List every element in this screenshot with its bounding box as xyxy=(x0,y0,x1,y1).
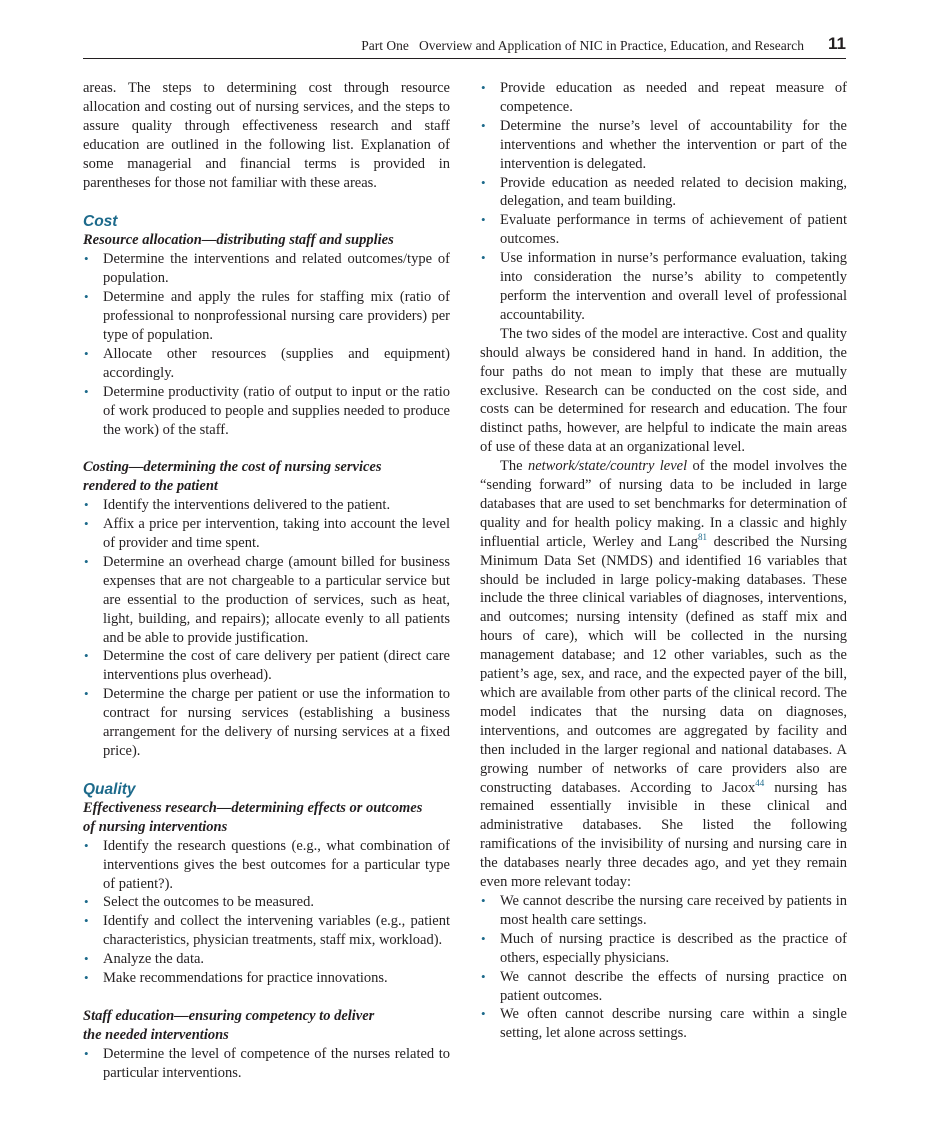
list-item: • Provide education as needed related to decision making, delegation, and team building. xyxy=(480,174,847,212)
list-item: • We often cannot describe nursing care within a single setting, let alone across settings. xyxy=(480,1005,847,1043)
resource-allocation-subheading: Resource allocation—distributing staff and supplies xyxy=(83,232,394,249)
model-interactive-paragraph: The two sides of the model are interactive. Cost and quality should always be considered hand in hand. In addition, the four paths do not mean to imply that these are mutually exclusive. Research can be conducted on the cost side, and costs can be determined for research and education. The four distinct paths, however, are helpful to indicate the main areas of use of these data at an organizational level. xyxy=(480,325,847,456)
paragraph-text: described the Nursing Minimum Data Set (NMDS) and identified 16 variables that should be included in large policy-making databases. These include the three clinical variables of diagnoses, interventions, and outcomes; nursing intensity (defined as staff mix and hours of care), which will be collected in the nursing management database; and 12 other variables, such as the patient’s age, sex, and race, and the expected payer of the bill, which are available from other parts of the clinical record. The model indicates that the nursing data on diagnoses, interventions, and outcomes are aggregated by facility and then included in the larger regional and national databases. A growing number of networks of care providers also are constructing databases. According to Jacox xyxy=(480,533,847,796)
list-item: • Identify and collect the intervening variables (e.g., patient characteristics, physician treatments, staff mix, workload). xyxy=(83,912,450,950)
running-header xyxy=(83,34,846,59)
ramifications-list xyxy=(480,892,847,1043)
effectiveness-subheading-line1: Effectiveness research—determining effects or outcomes xyxy=(83,799,423,816)
list-item: • Determine productivity (ratio of output to input or the ratio of work produced to people and supplies needed to produce the work) of the staff. xyxy=(83,383,450,440)
costing-subheading-line2: rendered to the patient xyxy=(83,478,218,495)
list-item: • Determine and apply the rules for staffing mix (ratio of professional to nonprofessional nursing care providers) per type of population. xyxy=(83,288,450,345)
list-item: • Provide education as needed and repeat measure of competence. xyxy=(480,79,847,117)
paragraph-text: The xyxy=(500,458,528,475)
paragraph-text: of the model involves the “sending forward” of nursing data to be included in large databases that are used to set benchmarks for determination of quality and for health policy making. In a classic and highly influential article, Werley and Lang xyxy=(480,458,847,550)
list-item: • Analyze the data. xyxy=(83,950,450,969)
list-item: • Determine the charge per patient or use the information to contract for nursing services (establishing a business arrangement for the delivery of nursing services at a fixed price). xyxy=(83,685,450,761)
list-item: • Determine the level of competence of the nurses related to particular interventions. xyxy=(83,1045,450,1083)
list-item: • Allocate other resources (supplies and equipment) accordingly. xyxy=(83,345,450,383)
list-item: • Affix a price per intervention, taking into account the level of provider and time spent. xyxy=(83,515,450,553)
page-number: 11 xyxy=(828,34,846,53)
list-item: • Determine an overhead charge (amount billed for business expenses that are not chargeable to a particular service but are essential to the production of services, such as heat, light, building, and repairs); allocate evenly to all patients and be able to provide justification. xyxy=(83,553,450,648)
list-item: • Identify the interventions delivered to the patient. xyxy=(83,496,450,515)
staff-education-list xyxy=(83,1045,450,1083)
reference-81[interactable]: 81 xyxy=(698,531,708,542)
staff-education-subheading-line2: the needed interventions xyxy=(83,1026,229,1043)
list-item: • We cannot describe the effects of nursing practice on patient outcomes. xyxy=(480,968,847,1006)
list-item: • Select the outcomes to be measured. xyxy=(83,893,450,912)
list-item: • Determine the interventions and related outcomes/type of population. xyxy=(83,250,450,288)
effectiveness-subheading-line2: of nursing interventions xyxy=(83,818,228,835)
intro-paragraph: areas. The steps to determining cost through resource allocation and costing out of nursing services, and the steps to assure quality through effectiveness research and staff education are outlined in the following list. Explanation of some managerial and financial terms is provided in parentheses for those not familiar with these areas. xyxy=(83,80,450,191)
paragraph-text: nursing has remained essentially invisible in these clinical and administrative databases. She listed the following ramifications of the invisibility of nursing and nursing care in the databases nearly three decades ago, and yet they remain even more relevant today: xyxy=(480,779,847,891)
staff-education-subheading-line1: Staff education—ensuring competency to deliver xyxy=(83,1007,375,1024)
reference-44[interactable]: 44 xyxy=(755,777,765,788)
costing-subheading-line1: Costing—determining the cost of nursing services xyxy=(83,459,382,476)
left-column xyxy=(83,79,450,1083)
list-item: • Make recommendations for practice innovations. xyxy=(83,969,450,988)
staff-education-list-continued xyxy=(480,79,847,325)
list-item: • Evaluate performance in terms of achievement of patient outcomes. xyxy=(480,211,847,249)
right-column xyxy=(480,79,847,1043)
list-item: • Determine the nurse’s level of accountability for the interventions and whether the intervention or part of the intervention is delegated. xyxy=(480,117,847,174)
costing-list xyxy=(83,496,450,761)
quality-heading: Quality xyxy=(83,780,136,798)
resource-allocation-list xyxy=(83,250,450,439)
network-level-term: network/state/country level xyxy=(527,458,688,475)
list-item: • Use information in nurse’s performance evaluation, taking into consideration the nurse’s ability to competently perform the intervention and overall level of professional accountability. xyxy=(480,249,847,325)
list-item: • We cannot describe the nursing care received by patients in most health care settings. xyxy=(480,892,847,930)
header-title: Part One Overview and Application of NIC in Practice, Education, and Research xyxy=(361,38,804,53)
cost-heading: Cost xyxy=(83,213,118,231)
effectiveness-list xyxy=(83,837,450,988)
list-item: • Determine the cost of care delivery per patient (direct care interventions plus overhead). xyxy=(83,647,450,685)
network-level-paragraph xyxy=(480,457,847,892)
list-item: • Much of nursing practice is described as the practice of others, especially physicians. xyxy=(480,930,847,968)
list-item: • Identify the research questions (e.g., what combination of interventions gives the best outcomes for a particular type of patient?). xyxy=(83,837,450,894)
